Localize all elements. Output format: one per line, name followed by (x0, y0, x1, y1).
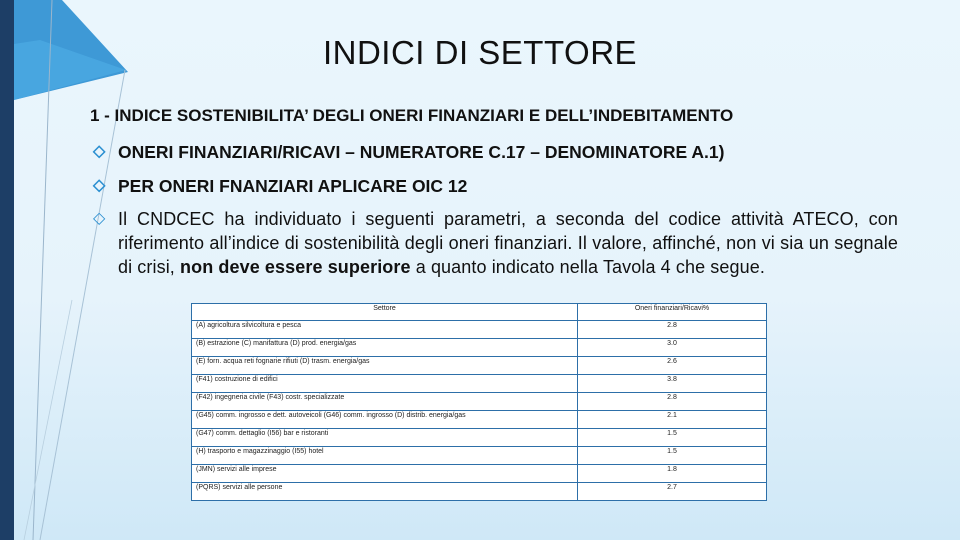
table-cell-value: 3.0 (578, 339, 767, 357)
table-cell-sector: (G45) comm. ingrosso e dett. autoveicoli (G46) comm. ingrosso (D) distrib. energia/gas (192, 411, 578, 429)
table-cell-value: 2.8 (578, 393, 767, 411)
table-cell-sector: (A) agricoltura silvicoltura e pesca (192, 321, 578, 339)
table-cell-sector: (PQRS) servizi alle persone (192, 483, 578, 501)
bullet-paragraph (118, 207, 898, 279)
table-cell-value: 1.5 (578, 429, 767, 447)
bullet-text-pre: Il CNDCEC ha individuato i seguenti parametri, a seconda del codice attività ATECO, con riferimento all’indice di sostenibilità degli oneri finanziari. Il valore, affinché, non vi sia un segnale di crisi, (118, 209, 898, 277)
bullet-text: ONERI FINANZIARI/RICAVI – NUMERATORE C.17 – DENOMINATORE A.1) (118, 142, 725, 162)
sector-table (191, 303, 767, 501)
table-cell-sector: (B) estrazione (C) manifattura (D) prod. energia/gas (192, 339, 578, 357)
bullet-text: PER ONERI FNANZIARI APLICARE OIC 12 (118, 176, 468, 196)
table-header-ratio: Oneri finanziari/Ricavi% (578, 304, 767, 321)
bullet-text-bold: non deve essere superiore (180, 257, 411, 277)
table-row (192, 429, 767, 447)
table-cell-value: 1.8 (578, 465, 767, 483)
table-row (192, 483, 767, 501)
bullet-item (93, 140, 898, 164)
diamond-outline-icon: ◇ (93, 210, 106, 227)
table-cell-value: 1.5 (578, 447, 767, 465)
table-row (192, 447, 767, 465)
table-cell-sector: (H) trasporto e magazzinaggio (I55) hotel (192, 447, 578, 465)
bullet-item (93, 207, 898, 279)
table-header-sector: Settore (192, 304, 578, 321)
table-cell-value: 2.7 (578, 483, 767, 501)
table-row (192, 411, 767, 429)
diamond-outline-icon: ◇ (93, 143, 106, 160)
table-row (192, 357, 767, 375)
table-row (192, 375, 767, 393)
table-cell-sector: (E) forn. acqua reti fognarie rifiuti (D) trasm. energia/gas (192, 357, 578, 375)
page-title: INDICI DI SETTORE (322, 34, 638, 71)
table-cell-sector: (F42) ingegneria civile (F43) costr. specializzate (192, 393, 578, 411)
table-cell-value: 2.6 (578, 357, 767, 375)
bullet-item (93, 174, 898, 198)
table-cell-sector: (F41) costruzione di edifici (192, 375, 578, 393)
diamond-outline-icon: ◇ (93, 177, 106, 194)
table-row (192, 393, 767, 411)
table-row (192, 339, 767, 357)
table-row (192, 465, 767, 483)
table-row (192, 321, 767, 339)
table-cell-sector: (G47) comm. dettaglio (I56) bar e ristoranti (192, 429, 578, 447)
table-cell-value: 3.8 (578, 375, 767, 393)
section-subtitle: 1 - INDICE SOSTENIBILITA’ DEGLI ONERI FINANZIARI E DELL’INDEBITAMENTO (90, 106, 734, 125)
table-header-row (192, 304, 767, 321)
table-cell-value: 2.1 (578, 411, 767, 429)
bullet-text-post: a quanto indicato nella Tavola 4 che segue. (410, 257, 765, 277)
table-cell-sector: (JMN) servizi alle imprese (192, 465, 578, 483)
table-cell-value: 2.8 (578, 321, 767, 339)
